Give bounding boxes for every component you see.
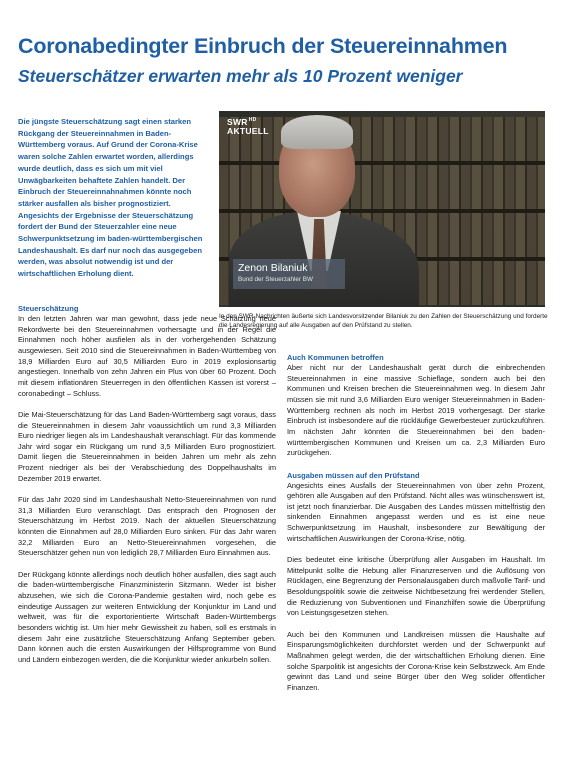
person-role: Bund der Steuerzahler BW xyxy=(238,276,313,283)
section-heading: Steuerschätzung xyxy=(18,304,79,313)
person-name: Zenon Bilaniuk xyxy=(238,262,308,274)
body-paragraph: Dies bedeutet eine kritische Überprüfung aller Ausgaben im Haushalt. Im Mittelpunkt sollte die Hebung aller Finanzreserven und die Auflösung von Rücklagen, eine Begrenzung der Personalausgaben durch maßvolle Tarif- und Besoldungspolitik sowie die zeitweise Nichtbesetzung frei werdender Stellen, die Reduzierung von Subventionen und Finanzhilfen sowie die Überprüfung von Leistungsgesetzen stehen. xyxy=(287,555,545,618)
section-heading: Auch Kommunen betroffen xyxy=(287,353,384,362)
body-paragraph: Für das Jahr 2020 sind im Landeshaushalt Netto-Steuereinnahmen von rund 31,3 Milliarden Euro veranschlagt. Das entsprach den Prognosen der Steuerschätzung im Herbst 2019. Nach der aktuellen Steuerschätzung könnten die Einnahmen auf 28,0 Milliarden Euro sinken. Für das Jahr waren 32,2 Milliarden Euro an Netto-Steuereinnahmen vorgesehen, die Steuerschätzer gehen nun von lediglich 28,7 Milliarden Euro Einnahmen aus. xyxy=(18,495,276,558)
body-paragraph: Die Mai-Steuerschätzung für das Land Baden-Württemberg sagt voraus, dass die Steuereinnahmen in diesem Jahr voaussichtlich um rund 3,3 Milliarden Euro niedriger liegen als im Landeshaushalt veranschlagt. Für das kommende Jahr wird sogar ein Rückgang um rund 3,5 Milliarden Euro prognostiziert. Damit liegen die Steuereinnahmen in beiden Jahren um mehr als zehn Prozent niedriger als bei der Verabschiedung des Doppelhaushalts im Dezember 2019 erwartet. xyxy=(18,409,276,483)
body-paragraph: In den letzten Jahren war man gewohnt, dass jede neue Schätzung neue Rekordwerte bei den Steuereinnahmen vorhersagte und in der Regel die Einnahmen noch höher ausfielen als in der vorhergehenden Schätzung ausgewiesen. Seit 2010 sind die Steuereinnahmen in Baden-Württembeg von 18,9 Milliarden Euro auf 30,5 Milliarden Euro in 2019 explosionsartig angestiegen. Innerhalb von zehn Jahren ein Plus von über 60 Prozent. Doch mit diesem inflationären Steuerregen in den öffentlichen Kassen ist vorerst – coronabedingt – Schluss. xyxy=(18,314,276,398)
right-column xyxy=(287,352,545,694)
body-paragraph: Angesichts eines Ausfalls der Steuereinnahmen von über zehn Prozent, gehören alle Ausgaben auf den Prüfstand. Nicht alles was wünschenswert ist, ist jetzt noch finanzierbar. Die Ausgaben des Landes müssen mittelfristig den sinkenden Einnahmen angepasst werden und es ist eine neue Schwerpunktsetzung im Haushalt, insbesondere zur Bewältigung der wirtschaftlichen Auswirkungen der Corona-Krise, nötig. xyxy=(287,480,545,543)
body-paragraph: Aber nicht nur der Landeshaushalt gerät durch die einbrechenden Steuereinnahmen in eine massive Schieflage, sondern auch bei den Kommunen und Kreisen brechen die Steuereinnahmen weg. In diesem Jahr müssen sie mit rund 3,6 Milliarden Euro weniger Steuereinnahmen in Baden-Württemberg rechnen als noch im Herbst 2019 vorhergesagt. Der starke Einbruch ist insbesondere auf die rückläufige Gewerbesteuer zurückzuführen. Im nächsten Jahr könnten die Steuereinnahmen bei den baden-württembergischen Kommunen und Kreisen um ca. 2,3 Milliarden Euro zurückgehen. xyxy=(287,363,545,458)
lead-paragraph: Die jüngste Steuerschätzung sagt einen starken Rückgang der Steuereinnahmen in Baden-Württemberg voraus. Auf Grund der Corona-Krise waren solche Zahlen erwartet worden, allerdings wurde deutlich, dass es sich um mit viel Unwägbarkeiten behaftete Zahlen handelt. Der Einbruch der Steuereinnahnahmen könnte noch stärker ausfallen als bisher prognostiziert. Angesichts der Ergebnisse der Steuerschätzung fordert der Bund der Steuerzahler eine neue Schwerpunktsetzung im baden-württembergischen Landeshaushalt. Es darf nur noch das ausgegeben werden, was absolut notwendig ist und der wirtschaftlichen Erholung dient. xyxy=(18,117,203,279)
article-headline: Coronabedingter Einbruch der Steuereinnahmen xyxy=(18,34,508,58)
logo-badge: HD xyxy=(248,117,257,123)
body-paragraph: Der Rückgang könnte allerdings noch deutlich höher ausfallen, dies sagt auch die baden-württembergische Finanzministerin Sitzmann. Weder ist bisher abzusehen, wie sich die Corona-Pandemie gestalten wird, noch gebe es eindeutige Aussagen zur weiteren Entwicklung der Konjunktur im Land und weltweit, was für die exportorientierte Wirtschaft Baden-Württembergs besonders wichtig ist. Um hier mehr Gewissheit zu haben, soll es erstmals in diesem Jahr eine zusätzliche Steuerschätzung Anfang September geben. Dann können auch die ersten Auswirkungen der Hilfsprogramme von Bund und Ländern einbezogen werden, die die Konjunktur wieder ankurbeln sollen. xyxy=(18,569,276,664)
section-heading: Ausgaben müssen auf den Prüfstand xyxy=(287,470,420,480)
article-subheadline: Steuerschätzer erwarten mehr als 10 Prozent weniger xyxy=(18,66,463,86)
bookshelf-row xyxy=(219,165,545,209)
article-lead xyxy=(18,116,206,280)
person-hair xyxy=(281,115,353,149)
body-paragraph: Auch bei den Kommunen und Landkreisen müssen die Haushalte auf Einsparungsmöglichkeiten durchforstet werden und der Schwerpunkt auf Maßnahmen gelegt werden, die der wirtschaftlichen Erholung dienen. Eine solche Sparpolitik ist angesichts der Corona-Krise kein Selbstzweck. Am Ende gewinnt das Land und seine Bürger über den Weg solider öffentlicher Finanzen. xyxy=(287,629,545,692)
logo-line1: SWR xyxy=(227,116,248,127)
left-column xyxy=(18,303,276,665)
lower-third xyxy=(233,259,345,289)
photo-caption: In den SWR-Nachrichten äußerte sich Landesvorsitzender Bilaniuk zu den Zahlen der Steuerschätzung und forderte die Landesregierung auf alle Ausgaben auf den Prüfstand zu stellen. xyxy=(219,313,548,329)
swr-logo xyxy=(227,116,269,136)
logo-line2: AKTUELL xyxy=(227,125,269,136)
news-photo xyxy=(219,111,545,307)
